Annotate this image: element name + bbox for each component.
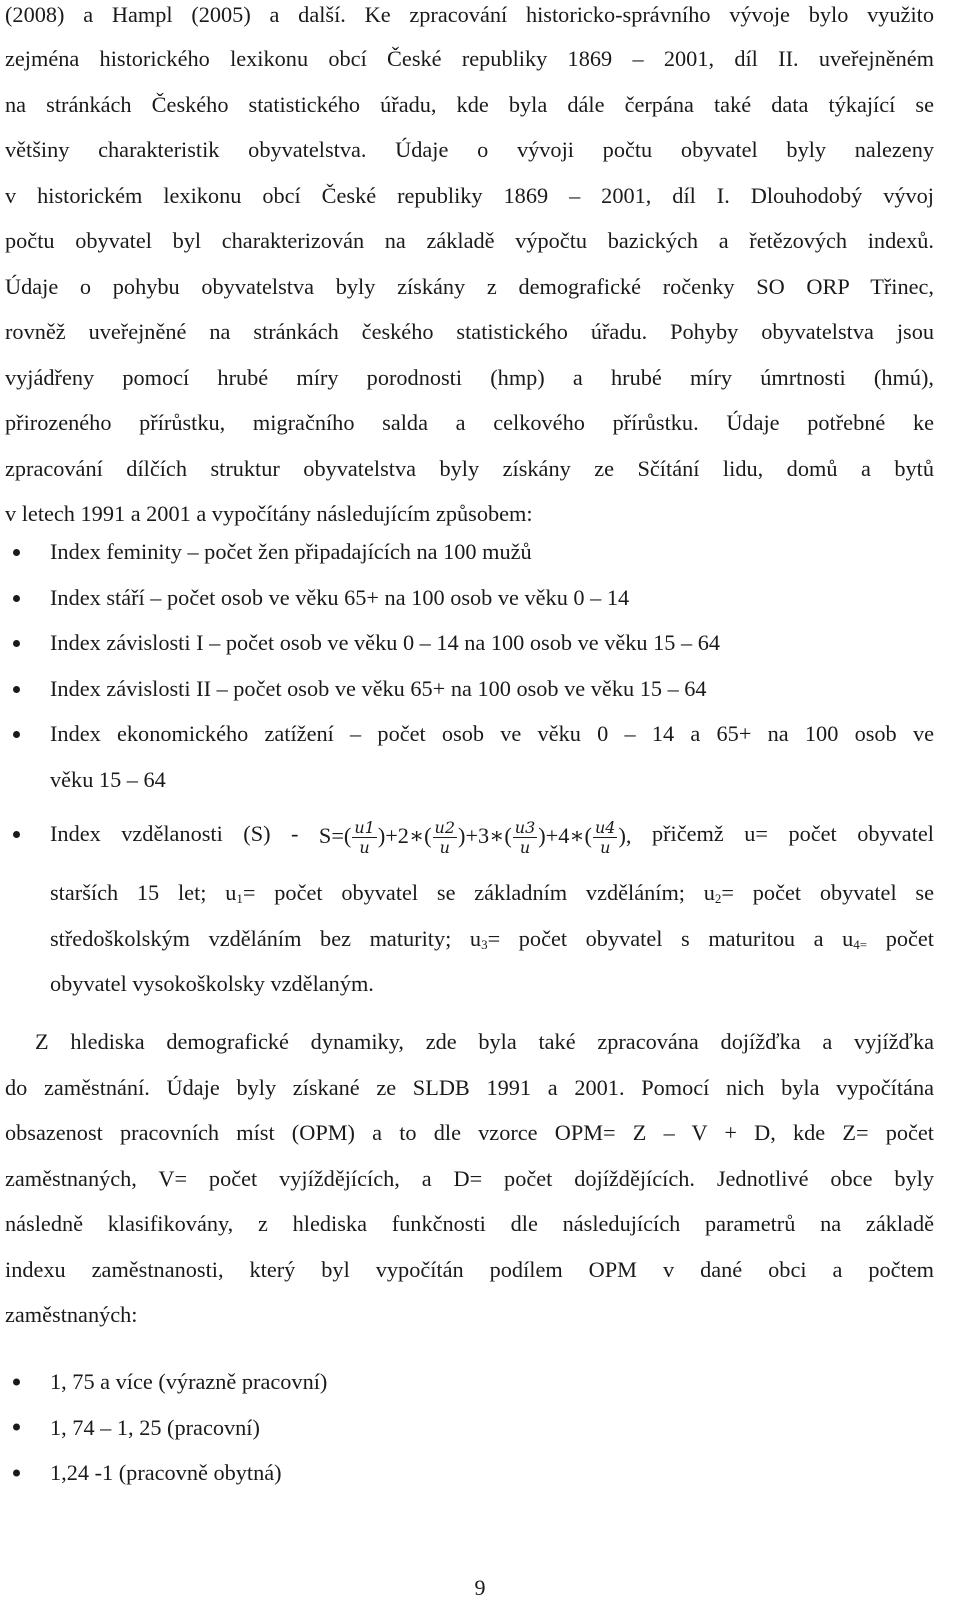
fraction-u2 (433, 818, 457, 857)
education-index-line-4: obyvatel vysokoškolsky vzdělaným. (50, 971, 374, 996)
fraction-denominator: u (439, 838, 450, 858)
fraction-numerator: u1 (354, 818, 375, 838)
education-index-list (5, 808, 934, 1007)
text-line: v historickém lexikonu obcí České republiky 1869 – 2001, díl I. Dlouhodobý vývoj (5, 182, 934, 208)
subscript: 3 (481, 936, 488, 952)
subscript: 4= (853, 936, 868, 952)
classification-text: 1, 75 a více (výrazně pracovní) (50, 1369, 328, 1394)
text-run: = počet obyvatel se (721, 880, 934, 905)
bullet-icon (13, 1424, 20, 1431)
education-formula (319, 810, 632, 862)
classification-list (5, 1359, 934, 1496)
text-line: v letech 1991 a 2001 a vypočítány následujícím způsobem: (5, 501, 533, 526)
text-line: do zaměstnání. Údaje byly získané ze SLDB 1991 a 2001. Pomocí nich byla vypočítána (5, 1074, 934, 1100)
classification-text: 1, 74 – 1, 25 (pracovní) (50, 1414, 260, 1440)
text-line: zaměstnaných: (5, 1302, 138, 1327)
index-text: Index feminity – počet žen připadajících na 100 mužů (50, 539, 532, 564)
education-index-line-1 (50, 808, 934, 860)
bullet-icon (13, 686, 20, 693)
text-run: = počet obyvatel se základním vzděláním; u (242, 880, 715, 905)
text-line: následně klasifikovány, z hlediska funkčnosti dle následujících parametrů na základě (5, 1211, 934, 1236)
education-index-line-2 (50, 870, 934, 916)
text-line: vyjádřeny pomocí hrubé míry porodnosti (hmp) a hrubé míry úmrtnosti (hmú), (5, 364, 934, 390)
bullet-icon (13, 1469, 20, 1476)
classification-text: 1,24 -1 (pracovně obytná) (50, 1460, 282, 1485)
subscript: 2 (714, 891, 722, 906)
formula-operator: )+2∗( (377, 822, 432, 848)
text-line: zpracování dílčích struktur obyvatelstva byly získány ze Sčítání lidu, domů a bytů (5, 455, 934, 481)
index-list-item (5, 711, 934, 802)
index-list-item (5, 529, 934, 575)
text-line: Údaje o pohybu obyvatelstva byly získány z demografické ročenky SO ORP Třinec, (5, 273, 934, 299)
text-run: = počet obyvatel s maturitou a u (487, 925, 854, 951)
text-line: rovněž uveřejněné na stránkách českého statistického úřadu. Pohyby obyvatelstva jsou (5, 319, 934, 344)
bullet-icon (13, 731, 20, 738)
index-list-item (5, 575, 934, 621)
education-index-label: Index vzdělanosti (S) - (50, 821, 299, 846)
text-line: obsazenost pracovních míst (OPM) a to dle vzorce OPM= Z – V + D, kde Z= počet (5, 1120, 934, 1145)
classification-item (5, 1359, 934, 1405)
fraction-u1 (352, 818, 376, 857)
text-run: počet (867, 925, 934, 951)
paragraph-methodology (5, 0, 934, 537)
page-number: 9 (474, 1575, 486, 1600)
index-text: Index ekonomického zatížení – počet osob ve věku 0 – 14 a 65+ na 100 osob ve (50, 721, 934, 746)
formula-operator: ), (618, 822, 632, 848)
text-line: Z hlediska demografické dynamiky, zde byla také zpracována dojížďka a vyjížďka (35, 1029, 934, 1054)
text-line: (2008) a Hampl (2005) a další. Ke zpracování historicko-správního vývoje bylo využito (5, 2, 934, 27)
education-index-item (5, 808, 934, 1007)
bullet-icon (13, 1378, 20, 1385)
fraction-denominator: u (359, 838, 370, 858)
fraction-numerator: u2 (434, 818, 456, 838)
index-text: Index závislosti II – počet osob ve věku 65+ na 100 osob ve věku 15 – 64 (50, 675, 707, 701)
text-line: na stránkách Českého statistického úřadu, kde byla dále čerpána také data týkající se (5, 91, 934, 117)
bullet-icon (13, 640, 20, 647)
text-line: zaměstnaných, V= počet vyjíždějících, a D= počet dojíždějících. Jednotlivé obce byly (5, 1165, 934, 1191)
formula-prefix: S=( (318, 822, 352, 848)
index-text: věku 15 – 64 (50, 766, 166, 792)
classification-item (5, 1450, 934, 1496)
bullet-icon (13, 595, 20, 602)
fraction-u4 (593, 818, 617, 857)
text-line: indexu zaměstnanosti, který byl vypočítán podílem OPM v dané obci a počtem (5, 1256, 934, 1282)
index-text: Index stáří – počet osob ve věku 65+ na 100 osob ve věku 0 – 14 (50, 584, 630, 610)
bullet-icon (13, 831, 20, 838)
fraction-numerator: u4 (594, 818, 616, 838)
subscript: 1 (236, 891, 243, 906)
index-list (5, 529, 934, 802)
index-list-item (5, 620, 934, 666)
text-run: starších 15 let; u (50, 880, 237, 905)
education-index-line-3 (50, 916, 934, 962)
bullet-icon (13, 549, 20, 556)
text-line: většiny charakteristik obyvatelstva. Údaje o vývoji počtu obyvatel byly nalezeny (5, 137, 934, 162)
text-line: přirozeného přírůstku, migračního salda a celkového přírůstku. Údaje potřebné ke (5, 410, 934, 435)
text-line: počtu obyvatel byl charakterizován na základě výpočtu bazických a řetězových indexů. (5, 228, 934, 253)
fraction-u3 (513, 818, 537, 857)
index-list-item (5, 666, 934, 712)
formula-operator: )+4∗( (538, 822, 592, 848)
text-line: zejména historického lexikonu obcí České republiky 1869 – 2001, díl II. uveřejněném (5, 46, 934, 71)
formula-operator: )+3∗( (458, 822, 512, 848)
fraction-denominator: u (600, 838, 611, 858)
classification-item (5, 1405, 934, 1451)
fraction-numerator: u3 (514, 818, 536, 838)
education-index-tail: přičemž u= počet obyvatel (651, 821, 934, 846)
paragraph-commuting (5, 1019, 934, 1338)
index-text: Index závislosti I – počet osob ve věku 0 – 14 na 100 osob ve věku 15 – 64 (50, 630, 721, 655)
fraction-denominator: u (519, 838, 531, 858)
text-run: středoškolským vzděláním bez maturity; u (50, 925, 482, 951)
